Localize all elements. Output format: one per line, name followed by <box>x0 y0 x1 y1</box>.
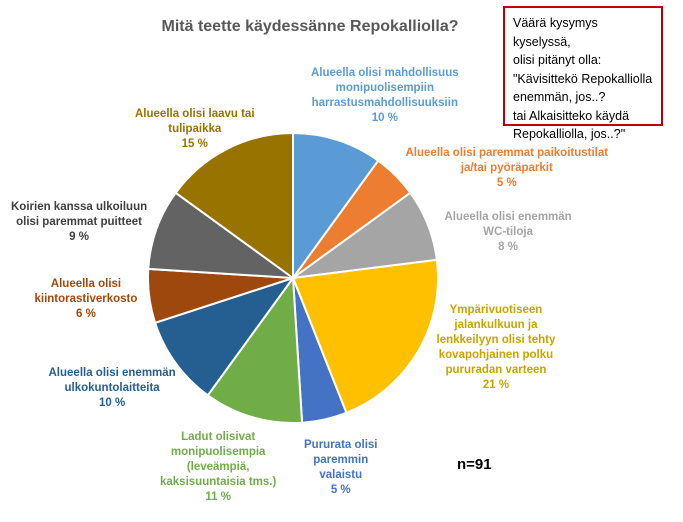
slice-label-1: Alueella olisi mahdollisuus monipuolisempiin harrastusmahdollisuuksiin 10 % <box>311 67 459 124</box>
slice-label-3: Alueella olisi enemmän WC-tiloja 8 % <box>444 211 572 253</box>
slice-label-5: Pururata olisi paremmin valaistu 5 % <box>304 439 378 496</box>
slice-value-3: 8 % <box>498 241 518 253</box>
slice-value-1: 10 % <box>371 112 398 124</box>
slice-value-10: 15 % <box>181 138 208 150</box>
slice-value-8: 6 % <box>76 308 96 320</box>
sample-size: n=91 <box>457 456 492 473</box>
chart-title: Mitä teette käydessänne Repokalliolla? <box>161 18 459 35</box>
slice-value-2: 5 % <box>496 177 517 189</box>
slice-value-4: 21 % <box>482 379 510 391</box>
slice-label-6: Ladut olisivat monipuolisempia (leveämpiä, kaksisuuntaisia tms.) 11 % <box>160 431 277 503</box>
slice-label-9: Koirien kanssa ulkoiluun olisi paremmat puitteet 9 % <box>11 201 148 243</box>
slice-label-10: Alueella olisi laavu tai tulipaikka 15 % <box>135 108 255 150</box>
slice-value-5: 5 % <box>330 484 351 496</box>
slice-value-7: 10 % <box>98 397 126 409</box>
slice-value-6: 11 % <box>205 491 231 503</box>
note-box: Väärä kysymys kyselyssä, olisi pitänyt olla: "Kävisittekö Repokalliolla enemmän, jos..? tai Alkaisitteko käydä Repokalliolla, jos..?" <box>503 6 663 126</box>
slice-label-4: Ympärivuotiseen jalankulkuun ja lenkkeilyyn olisi tehty kovapohjainen polku pururadan varteen 21 % <box>436 304 556 391</box>
slice-value-9: 9 % <box>69 231 89 243</box>
slice-label-8: Alueella olisi kiintorastiverkosto 6 % <box>34 278 138 320</box>
slice-label-7: Alueella olisi enemmän ulkokuntolaitteita 10 % <box>48 367 176 409</box>
slice-label-2: Alueella olisi paremmat paikoitustilat ja/tai pyöräparkit 5 % <box>405 147 609 189</box>
